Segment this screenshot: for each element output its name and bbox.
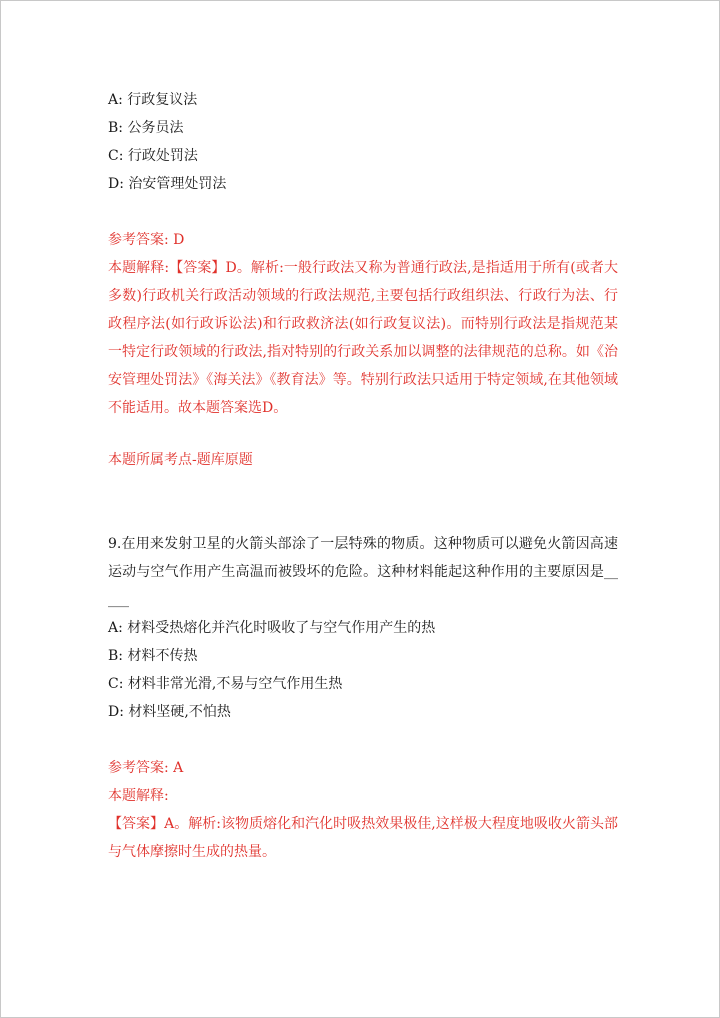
option-d: D: 治安管理处罚法: [108, 176, 227, 192]
explanation-label: 本题解释:: [108, 788, 169, 804]
option-a: A: 材料受热熔化并汽化时吸收了与空气作用产生的热: [108, 620, 436, 636]
answer-explanation: 本题解释:【答案】D。解析:一般行政法又称为普通行政法,是指适用于所有(或者大多数)行政机关行政活动领域的行政法规范,主要包括行政组织法、行政行为法、行政程序法(如行政诉讼法)和行政救济法(如行政复议法)。而特别行政法是指规范某一特定行政领域的行政法,指对特别的行政关系加以调整的法律规范的总称。如《治安管理处罚法》《海关法》《教育法》等。特别行政法只适用于特定领域,在其他领域不能适用。故本题答案选D。: [108, 260, 618, 416]
answer-explanation: 【答案】A。解析:该物质熔化和汽化时吸热效果极佳,这样极大程度地吸收火箭头部与气体摩擦时生成的热量。: [108, 816, 618, 860]
question-9-options: [108, 614, 618, 726]
option-d: D: 材料坚硬,不怕热: [108, 704, 231, 720]
option-c: C: 行政处罚法: [108, 148, 198, 164]
option-a: A: 行政复议法: [108, 92, 198, 108]
question-9-text: 9.在用来发射卫星的火箭头部涂了一层特殊的物质。这种物质可以避免火箭因高速运动与空气作用产生高温而被毁坏的危险。这种材料能起这种作用的主要原因是_____: [108, 536, 618, 608]
option-c: C: 材料非常光滑,不易与空气作用生热: [108, 676, 343, 692]
document-body: [108, 86, 618, 866]
question-8-options: [108, 86, 618, 198]
option-b: B: 材料不传热: [108, 648, 198, 664]
option-b: B: 公务员法: [108, 120, 184, 136]
answer-reference: 参考答案: D: [108, 232, 185, 248]
question-source: 本题所属考点-题库原题: [108, 452, 253, 468]
answer-reference: 参考答案: A: [108, 760, 184, 776]
